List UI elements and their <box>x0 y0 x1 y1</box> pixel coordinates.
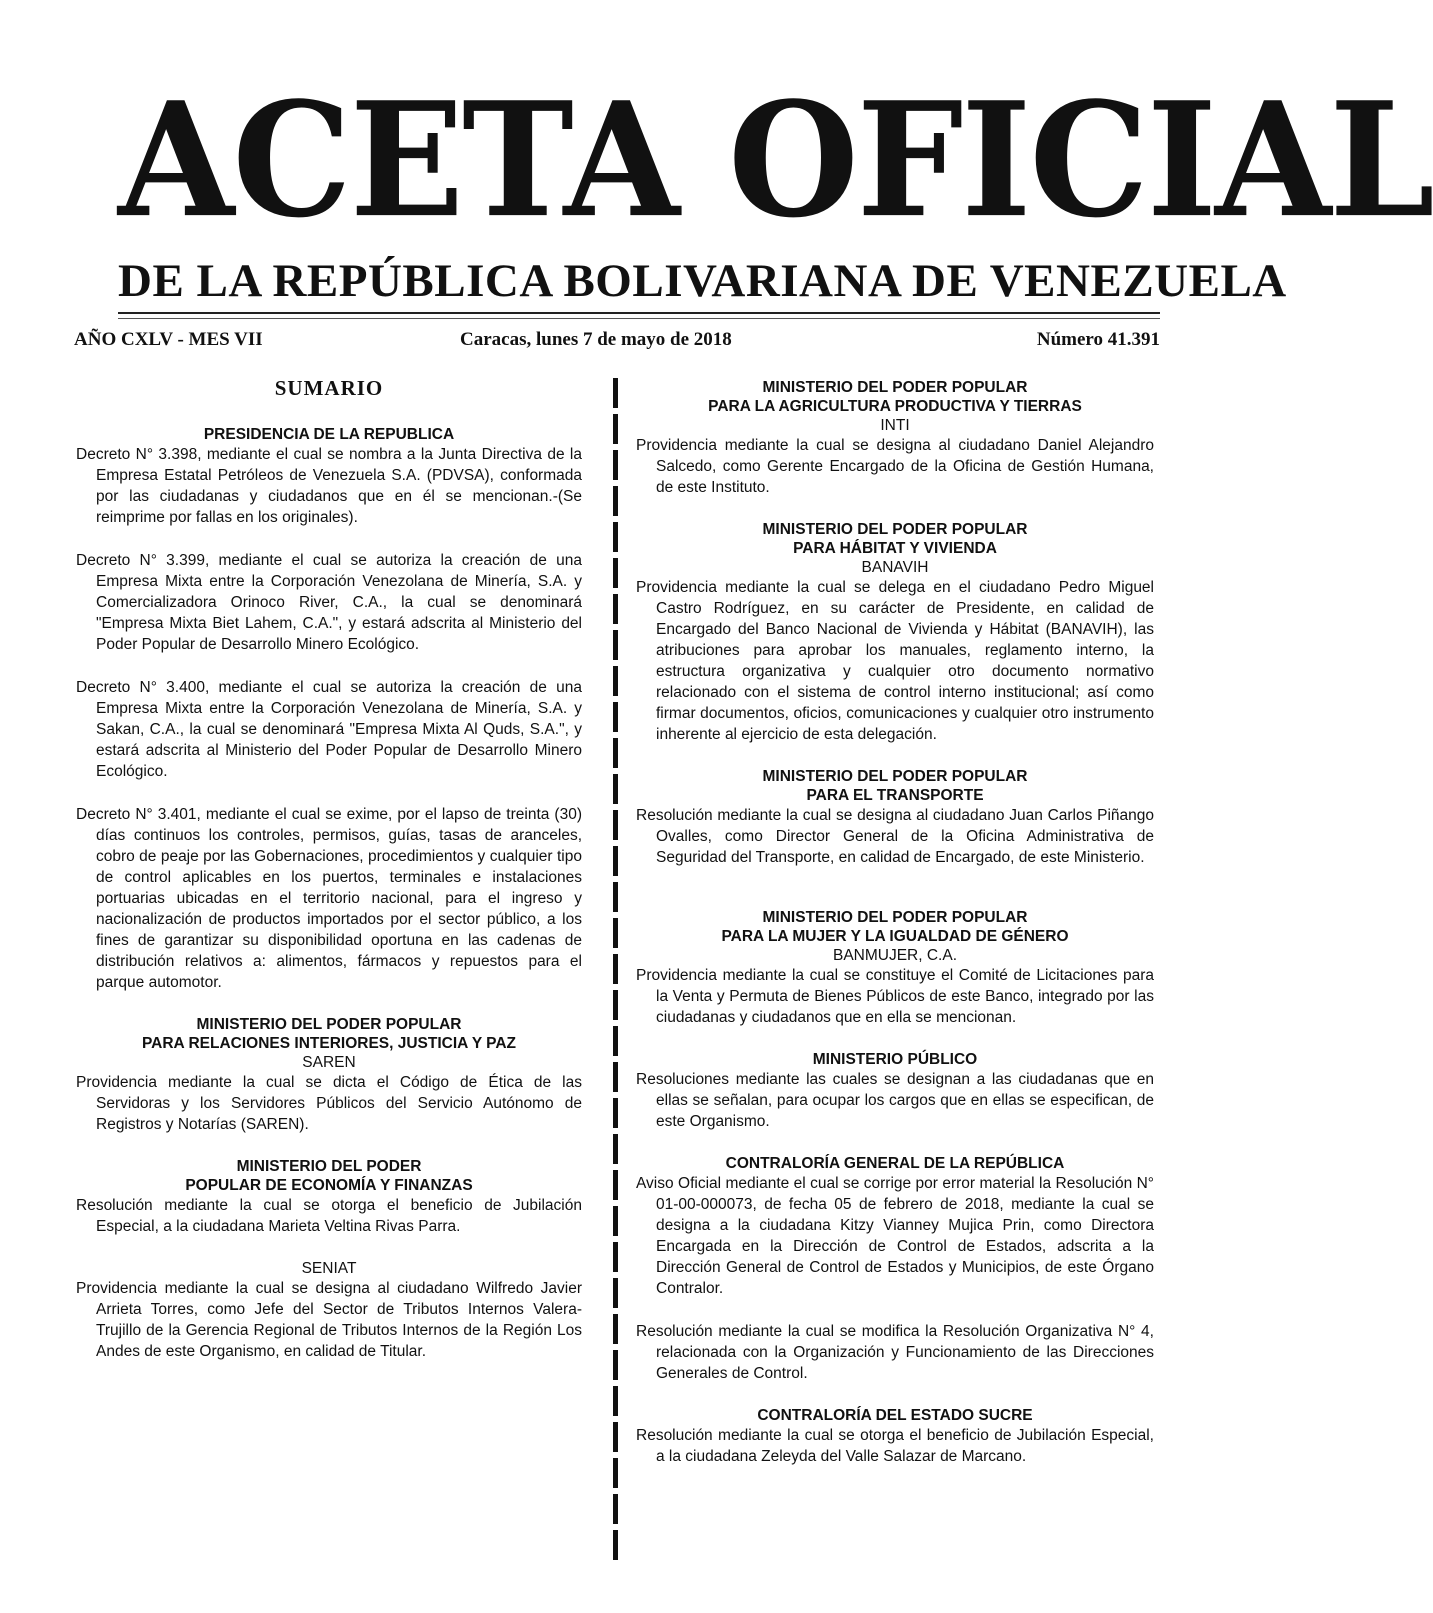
summary-entry: Resolución mediante la cual se designa al ciudadano Juan Carlos Piñango Ovalles, como Director General de la Oficina Administrativa de Seguridad del Transporte, en calidad de Encargado, de este Ministerio. <box>636 807 1154 866</box>
summary-entry: Resolución mediante la cual se modifica la Resolución Organizativa N° 4, relacionada con la Organización y Funcionamiento de las Direcciones Generales de Control. <box>636 1323 1154 1382</box>
issue-number: Número 41.391 <box>1036 329 1160 350</box>
section-heading: PARA RELACIONES INTERIORES, JUSTICIA Y PAZ <box>141 1035 517 1052</box>
section-heading: MINISTERIO DEL PODER POPULAR <box>762 521 1028 538</box>
section-heading: PARA LA AGRICULTURA PRODUCTIVA Y TIERRAS <box>708 398 1082 415</box>
summary-entry: Decreto N° 3.398, mediante el cual se nombra a la Junta Directiva de la Empresa Estatal Petróleos de Venezuela S.A. (PDVSA), conformada por las ciudadanas y ciudadanos que en él se mencionan.-(Se reimprime por fallas en los originales). <box>76 446 582 526</box>
section-heading: POPULAR DE ECONOMÍA Y FINANZAS <box>185 1177 473 1194</box>
masthead <box>118 66 1433 253</box>
section-heading: PARA EL TRANSPORTE <box>806 787 984 804</box>
section-subheading: BANAVIH <box>861 559 929 576</box>
issue-info-line <box>74 325 1160 359</box>
summary-left-column <box>76 378 582 1362</box>
masthead-title: ACETA OFICIAL <box>118 68 1433 253</box>
section-heading: PARA LA MUJER Y LA IGUALDAD DE GÉNERO <box>721 928 1069 945</box>
summary-right-column <box>636 378 1154 1467</box>
summary-entry: Resoluciones mediante las cuales se designan a las ciudadanas que en ellas se señalan, para ocupar los cargos que en ellas se especifican, de este Organismo. <box>636 1071 1154 1130</box>
section-subheading: INTI <box>880 417 910 434</box>
section-heading: PRESIDENCIA DE LA REPUBLICA <box>203 426 455 443</box>
summary-entry: Providencia mediante la cual se designa al ciudadano Wilfredo Javier Arrieta Torres, como Jefe del Sector de Tributos Internos Valera-Trujillo de la Gerencia Regional de Tributos Internos de la Región Los Andes de este Organismo, en calidad de Titular. <box>76 1280 582 1360</box>
section-heading: MINISTERIO DEL PODER POPULAR <box>762 379 1028 396</box>
masthead-subtitle: DE LA REPÚBLICA BOLIVARIANA DE VENEZUELA <box>118 255 1287 307</box>
section-heading: CONTRALORÍA GENERAL DE LA REPÚBLICA <box>725 1155 1065 1172</box>
section-heading: MINISTERIO DEL PODER POPULAR <box>196 1016 462 1033</box>
summary-entry: Decreto N° 3.400, mediante el cual se autoriza la creación de una Empresa Mixta entre la Corporación Venezolana de Minería, S.A. y Sakan, C.A., la cual se denominará "Empresa Mixta Al Quds, S.A.", y estará adscrita al Ministerio del Poder Popular de Desarrollo Minero Ecológico. <box>76 679 582 780</box>
section-heading: MINISTERIO DEL PODER POPULAR <box>762 768 1028 785</box>
header-rule <box>118 312 1160 314</box>
summary-entry: Decreto N° 3.399, mediante el cual se autoriza la creación de una Empresa Mixta entre la Corporación Venezolana de Minería, S.A. y Comercializadora Orinoco River, C.A., la cual se denominará "Empresa Mixta Biet Lahem, C.A.", y estará adscrita al Ministerio del Poder Popular de Desarrollo Minero Ecológico. <box>76 552 582 653</box>
summary-entry: Resolución mediante la cual se otorga el beneficio de Jubilación Especial, a la ciudadana Zeleyda del Valle Salazar de Marcano. <box>636 1427 1154 1465</box>
header-rule-thin <box>118 318 1160 319</box>
section-subheading: BANMUJER, C.A. <box>832 947 957 964</box>
section-heading: CONTRALORÍA DEL ESTADO SUCRE <box>757 1407 1033 1424</box>
issue-year-month: AÑO CXLV - MES VII <box>74 329 263 350</box>
summary-entry: Decreto N° 3.401, mediante el cual se exime, por el lapso de treinta (30) días continuos los controles, permisos, guías, tasas de aranceles, cobro de peaje por las Gobernaciones, procedimientos y cualquier tipo de control aplicables en los puertos, terminales e instalaciones portuarias ubicadas en el territorio nacional, para el ingreso y nacionalización de productos importados por el sector público, a los fines de garantizar su disponibilidad oportuna en las cadenas de distribución relativos a: alimentos, fármacos y repuestos para el parque automotor. <box>76 806 582 991</box>
summary-entry: Providencia mediante la cual se delega en el ciudadano Pedro Miguel Castro Rodríguez, en su carácter de Presidente, en calidad de Encargado del Banco Nacional de Vivienda y Hábitat (BANAVIH), las atribuciones para aprobar los manuales, reglamento interno, la estructura organizativa y cualquier otro documento normativo relacionado con el sistema de control interno institucional; así como firmar documentos, oficios, comunicaciones y cualquier otro instrumento inherente al ejercicio de esta delegación. <box>636 579 1154 743</box>
section-heading: PARA HÁBITAT Y VIVIENDA <box>793 540 997 557</box>
summary-entry: Resolución mediante la cual se otorga el beneficio de Jubilación Especial, a la ciudadana Marieta Veltina Rivas Parra. <box>76 1197 582 1235</box>
section-heading: MINISTERIO PÚBLICO <box>812 1051 978 1068</box>
summary-entry: Providencia mediante la cual se dicta el Código de Ética de las Servidoras y los Servidores Públicos del Servicio Autónomo de Registros y Notarías (SAREN). <box>76 1074 582 1133</box>
section-heading: MINISTERIO DEL PODER <box>236 1158 422 1175</box>
section-subheading: SENIAT <box>301 1260 357 1277</box>
summary-entry: Aviso Oficial mediante el cual se corrige por error material la Resolución N° 01-00-000073, de fecha 05 de febrero de 2018, mediante la cual se designa a la ciudadana Kitzy Vianney Mujica Prin, como Directora Encargada en la Dirección de Control de Estados, adscrita a la Dirección General de Control de Estados y Municipios, de este Órgano Contralor. <box>636 1175 1154 1297</box>
summary-entry: Providencia mediante la cual se designa al ciudadano Daniel Alejandro Salcedo, como Gerente Encargado de la Oficina de Gestión Humana, de este Instituto. <box>636 437 1154 496</box>
issue-date: Caracas, lunes 7 de mayo de 2018 <box>460 329 732 350</box>
sumario-title: SUMARIO <box>274 376 384 400</box>
section-heading: MINISTERIO DEL PODER POPULAR <box>762 909 1028 926</box>
summary-entry: Providencia mediante la cual se constituye el Comité de Licitaciones para la Venta y Permuta de Bienes Públicos de este Banco, integrado por las ciudadanas y ciudadanos que en ella se mencionan. <box>636 967 1154 1026</box>
section-subheading: SAREN <box>302 1054 356 1071</box>
column-divider <box>613 378 618 1563</box>
